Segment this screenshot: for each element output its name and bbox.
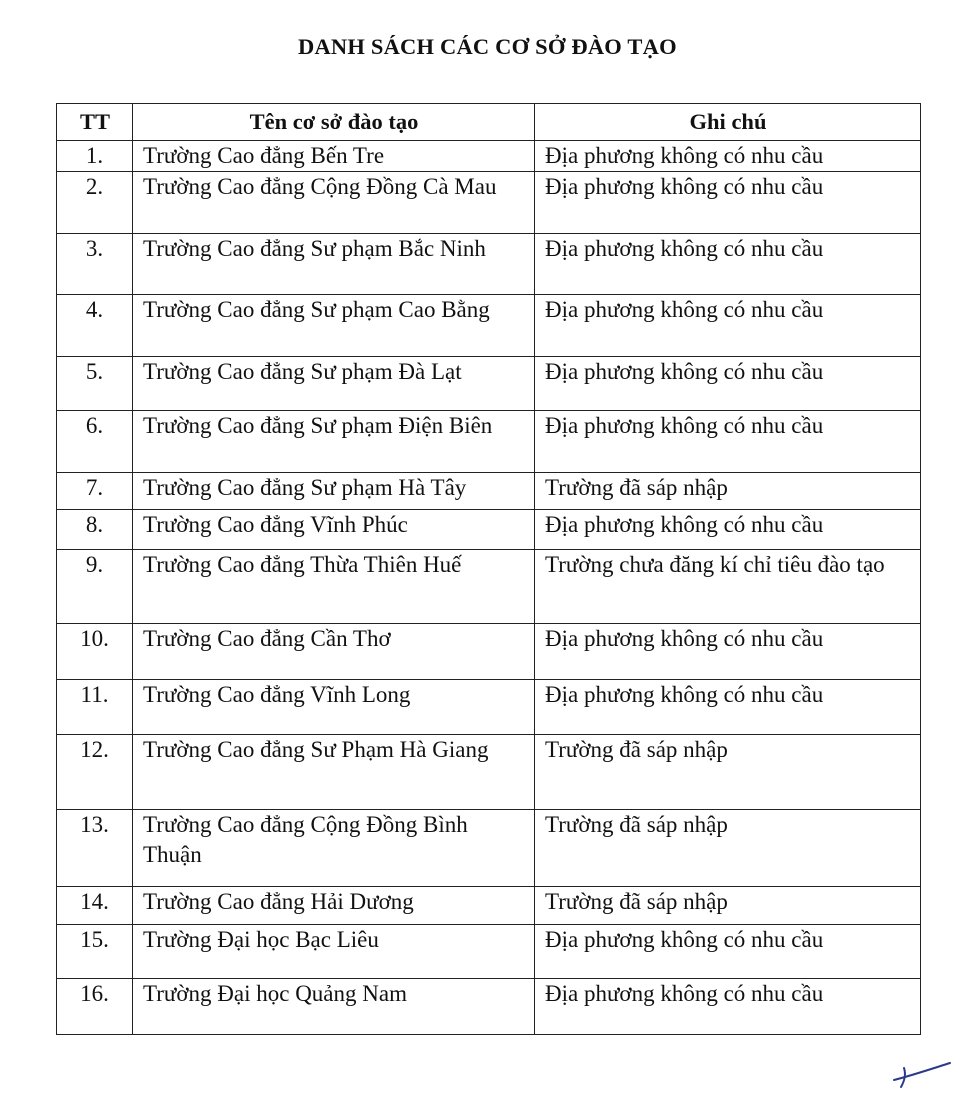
row-note: Trường đã sáp nhập — [535, 887, 921, 925]
row-note: Địa phương không có nhu cầu — [535, 624, 921, 680]
table-row — [57, 295, 921, 357]
row-note: Địa phương không có nhu cầu — [535, 295, 921, 357]
row-number: 9. — [57, 550, 133, 624]
row-note: Địa phương không có nhu cầu — [535, 234, 921, 295]
row-note: Địa phương không có nhu cầu — [535, 979, 921, 1035]
row-number: 12. — [57, 735, 133, 810]
row-number: 6. — [57, 411, 133, 473]
table-row — [57, 510, 921, 550]
row-note: Trường đã sáp nhập — [535, 473, 921, 510]
row-note: Địa phương không có nhu cầu — [535, 141, 921, 172]
row-note: Địa phương không có nhu cầu — [535, 510, 921, 550]
table-row — [57, 141, 921, 172]
institution-name: Trường Cao đẳng Vĩnh Phúc — [133, 510, 535, 550]
row-note: Trường đã sáp nhập — [535, 810, 921, 887]
row-note: Địa phương không có nhu cầu — [535, 172, 921, 234]
row-number: 10. — [57, 624, 133, 680]
table-row — [57, 473, 921, 510]
table-row — [57, 172, 921, 234]
header-name: Tên cơ sở đào tạo — [133, 104, 535, 141]
row-number: 2. — [57, 172, 133, 234]
row-note: Trường chưa đăng kí chỉ tiêu đào tạo — [535, 550, 921, 624]
row-note: Địa phương không có nhu cầu — [535, 680, 921, 735]
institution-name: Trường Cao đẳng Sư phạm Cao Bằng — [133, 295, 535, 357]
institution-name: Trường Cao đẳng Thừa Thiên Huế — [133, 550, 535, 624]
institution-name: Trường Cao đẳng Cộng Đồng Cà Mau — [133, 172, 535, 234]
row-number: 5. — [57, 357, 133, 411]
institution-name: Trường Đại học Quảng Nam — [133, 979, 535, 1035]
institution-name: Trường Cao đẳng Cộng Đồng Bình Thuận — [133, 810, 535, 887]
header-note: Ghi chú — [535, 104, 921, 141]
row-number: 1. — [57, 141, 133, 172]
institution-name: Trường Đại học Bạc Liêu — [133, 925, 535, 979]
row-note: Địa phương không có nhu cầu — [535, 357, 921, 411]
table-row — [57, 979, 921, 1035]
institution-name: Trường Cao đẳng Cần Thơ — [133, 624, 535, 680]
header-tt: TT — [57, 104, 133, 141]
table-row — [57, 234, 921, 295]
row-number: 3. — [57, 234, 133, 295]
table-row — [57, 810, 921, 887]
row-number: 7. — [57, 473, 133, 510]
institution-name: Trường Cao đẳng Vĩnh Long — [133, 680, 535, 735]
table-row — [57, 735, 921, 810]
institution-name: Trường Cao đẳng Bến Tre — [133, 141, 535, 172]
document-title: DANH SÁCH CÁC CƠ SỞ ĐÀO TẠO — [298, 34, 677, 59]
institution-name: Trường Cao đẳng Hải Dương — [133, 887, 535, 925]
row-number: 13. — [57, 810, 133, 887]
row-note: Địa phương không có nhu cầu — [535, 411, 921, 473]
row-number: 16. — [57, 979, 133, 1035]
row-number: 11. — [57, 680, 133, 735]
table-row — [57, 680, 921, 735]
institution-name: Trường Cao đẳng Sư phạm Điện Biên — [133, 411, 535, 473]
row-note: Trường đã sáp nhập — [535, 735, 921, 810]
row-note: Địa phương không có nhu cầu — [535, 925, 921, 979]
institutions-table — [56, 103, 921, 1035]
table-row — [57, 624, 921, 680]
table-row — [57, 925, 921, 979]
signature-mark — [888, 1058, 954, 1090]
institution-name: Trường Cao đẳng Sư Phạm Hà Giang — [133, 735, 535, 810]
institution-name: Trường Cao đẳng Sư phạm Bắc Ninh — [133, 234, 535, 295]
table-header-row — [57, 104, 921, 141]
table-row — [57, 411, 921, 473]
row-number: 14. — [57, 887, 133, 925]
institution-name: Trường Cao đẳng Sư phạm Đà Lạt — [133, 357, 535, 411]
table-row — [57, 357, 921, 411]
institution-name: Trường Cao đẳng Sư phạm Hà Tây — [133, 473, 535, 510]
row-number: 4. — [57, 295, 133, 357]
table-row — [57, 550, 921, 624]
row-number: 8. — [57, 510, 133, 550]
table-row — [57, 887, 921, 925]
row-number: 15. — [57, 925, 133, 979]
